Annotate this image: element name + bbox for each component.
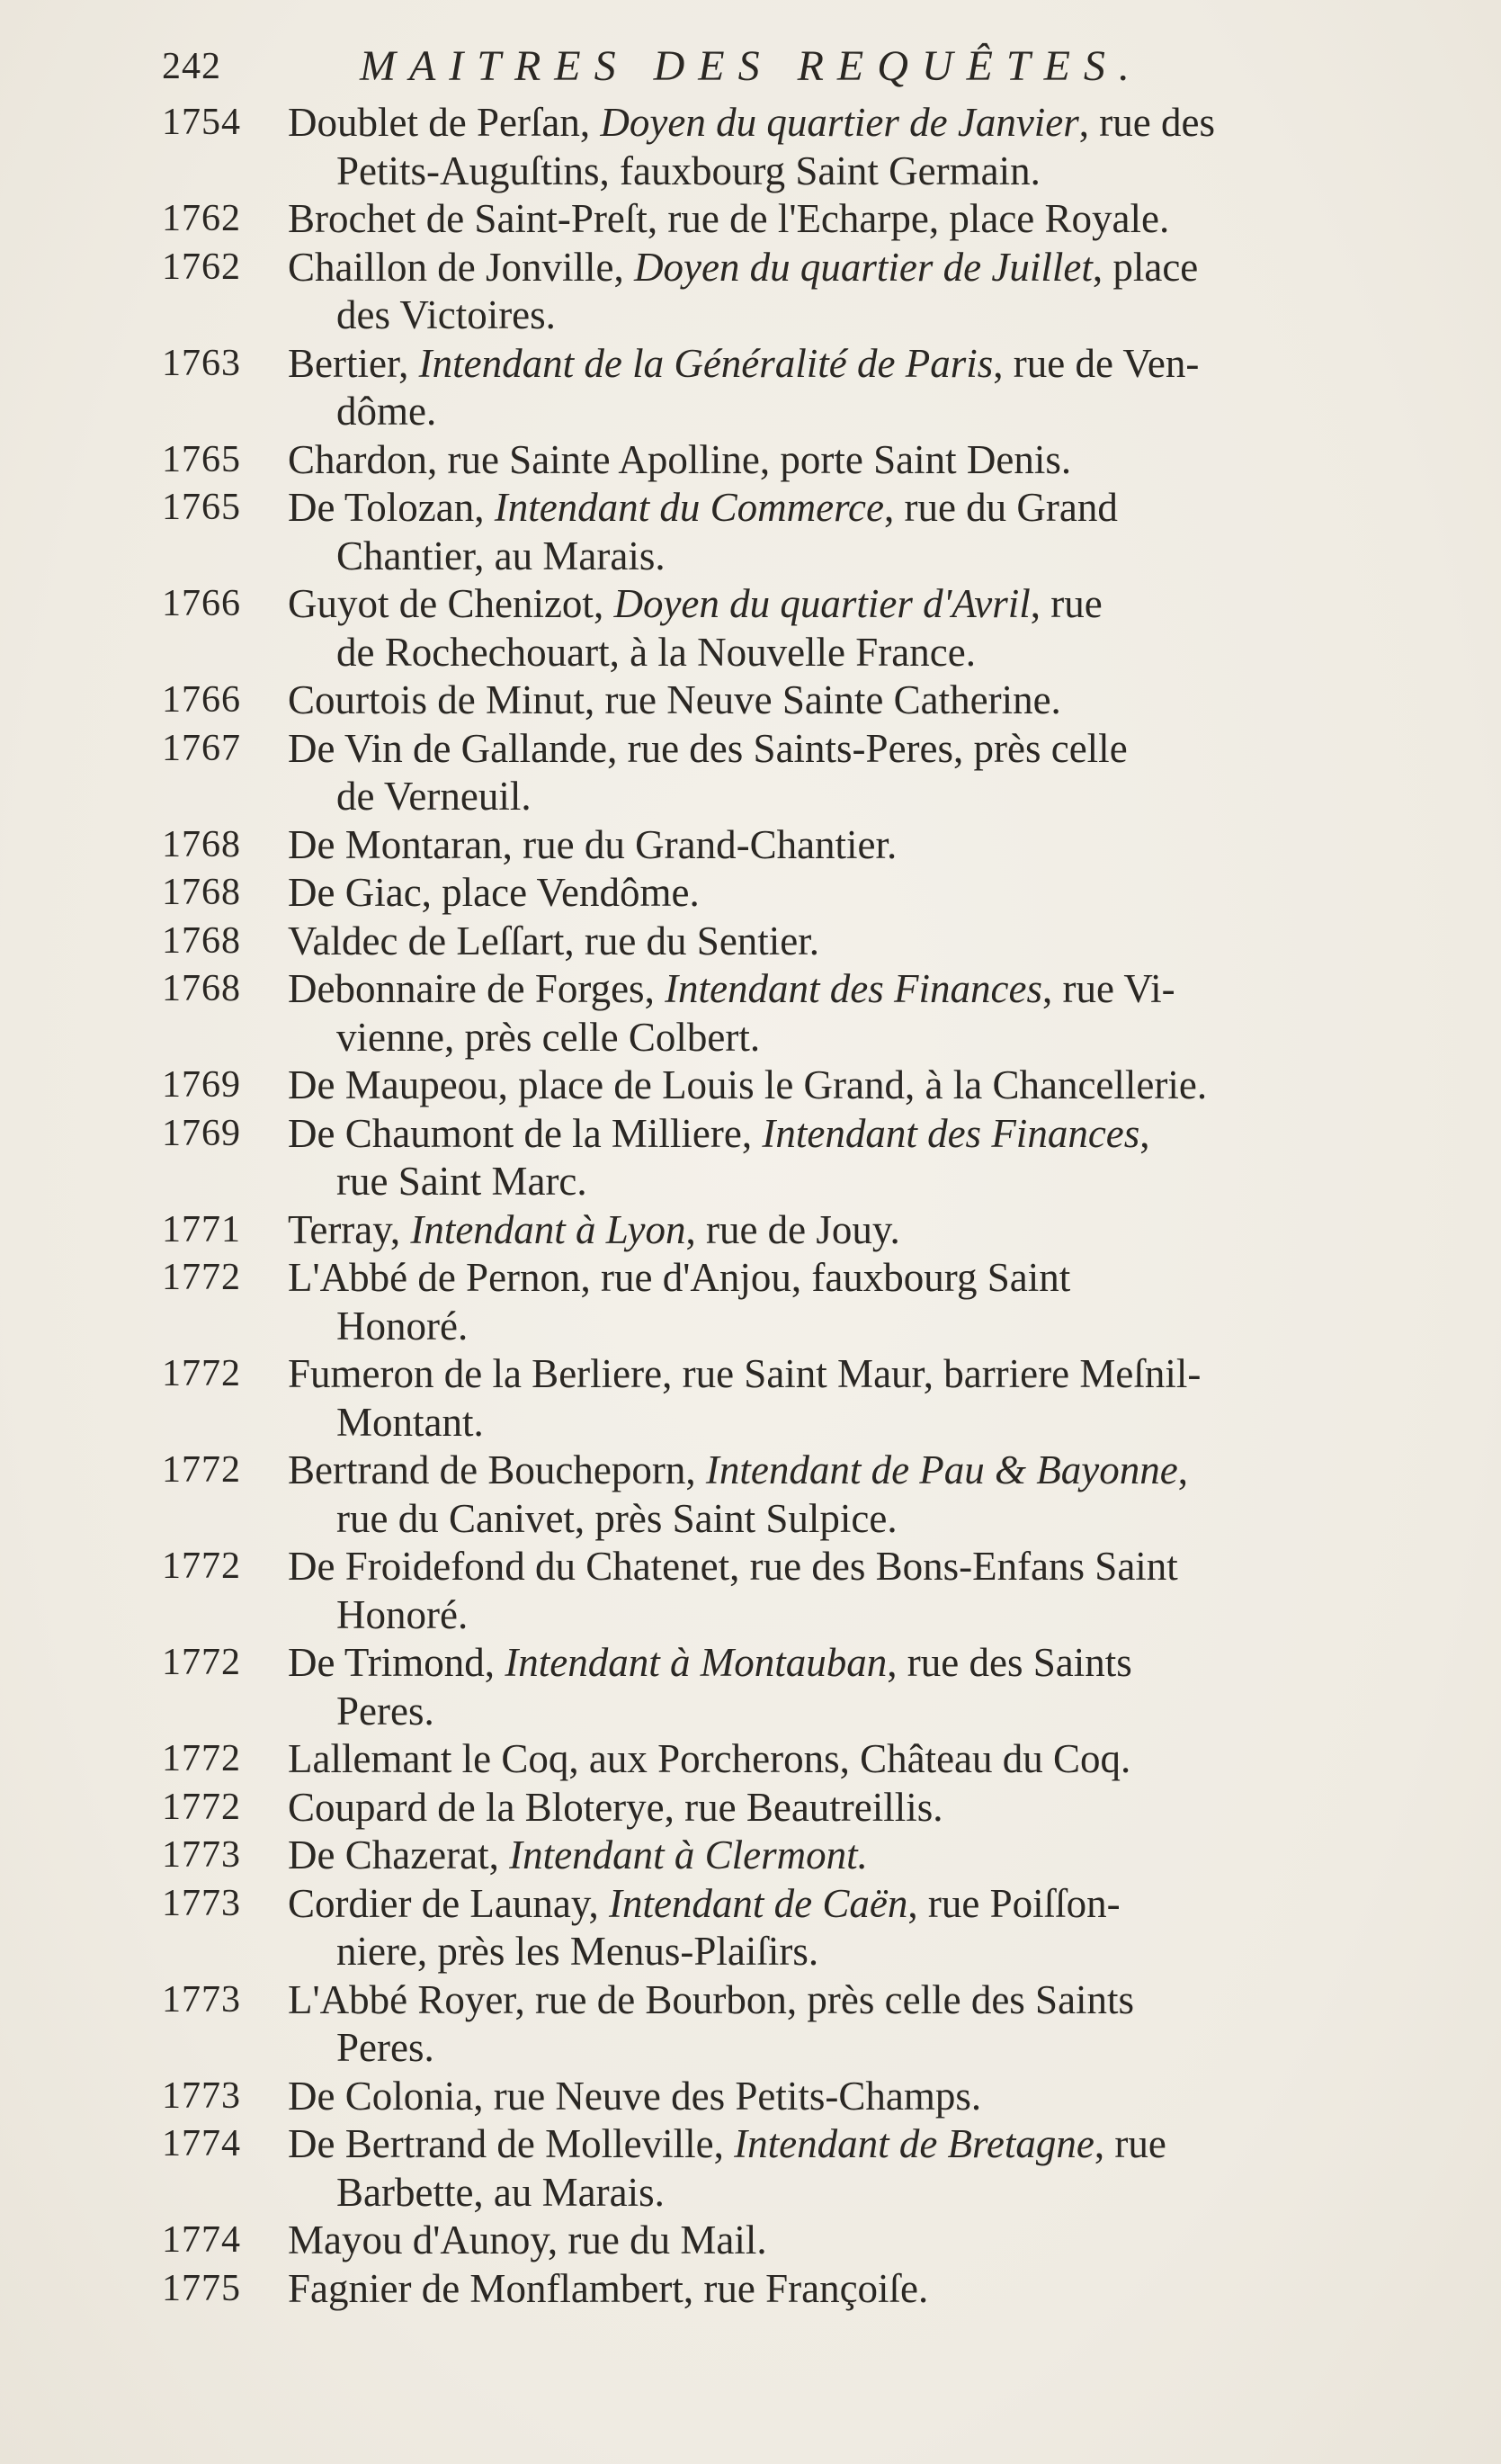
entry-continuation: de Rochechouart, à la Nouvelle France. [336, 629, 976, 675]
entry-year: 1772 [162, 1353, 241, 1394]
entry-text [288, 2217, 1475, 2265]
list-item [162, 918, 1475, 966]
entry-text [288, 1639, 1475, 1735]
list-item [162, 676, 1475, 725]
entry-name: De Chaumont de la Milliere, [288, 1110, 763, 1156]
entry-text [288, 2120, 1475, 2217]
entry-year: 1772 [162, 1738, 241, 1779]
list-item [162, 965, 1475, 1062]
entry-continuation: rue Saint Marc. [336, 1159, 587, 1204]
entry-text [288, 965, 1475, 1062]
entry-title: Intendant de Bretagne [734, 2121, 1094, 2166]
entry-continuation: Honoré. [336, 1303, 469, 1348]
entry-name: Coupard de la Bloterye, rue Beautreillis. [288, 1784, 943, 1830]
entry-name: Fumeron de la Berliere, rue Saint Maur, barriere Meſnil- [288, 1351, 1202, 1396]
list-item [162, 821, 1475, 870]
list-item [162, 2120, 1475, 2217]
entry-name: Guyot de Chenizot, [288, 581, 614, 626]
page-number: 242 [162, 46, 221, 87]
entry-year: 1772 [162, 1257, 241, 1298]
entry-continuation: dôme. [336, 389, 437, 434]
entry-name: Bertrand de Boucheporn, [288, 1447, 706, 1492]
entry-name: Terray, [288, 1206, 411, 1252]
entry-text [288, 2073, 1475, 2121]
list-item [162, 1062, 1475, 1110]
entry-year: 1772 [162, 1786, 241, 1828]
list-item [162, 1639, 1475, 1735]
entry-continuation: Peres. [336, 1688, 434, 1734]
entry-year: 1769 [162, 1112, 241, 1154]
entry-name: De Montaran, rue du Grand-Chantier. [288, 821, 898, 867]
entry-title: Intendant des Finances [762, 1110, 1140, 1156]
entry-text [288, 1062, 1475, 1110]
entry-name: De Giac, place Vendôme. [288, 870, 700, 915]
list-item [162, 99, 1475, 195]
entry-year: 1768 [162, 919, 241, 962]
entry-text [288, 1976, 1475, 2073]
entry-name: Fagnier de Monflambert, rue Françoiſe. [288, 2265, 929, 2311]
entry-year: 1772 [162, 1642, 241, 1683]
list-item [162, 1880, 1475, 1976]
entry-address: , rue des [1078, 100, 1215, 145]
entry-text [288, 1880, 1475, 1976]
entry-name: Cordier de Launay, [288, 1880, 609, 1926]
entry-year: 1773 [162, 1834, 241, 1876]
entry-continuation: Barbette, au Marais. [336, 2169, 665, 2215]
entry-title: Intendant à Montauban [505, 1640, 888, 1685]
list-item [162, 1206, 1475, 1255]
entry-address: , [1177, 1447, 1188, 1492]
entry-name: Bertier, [288, 340, 419, 386]
list-item [162, 1447, 1475, 1543]
entry-text [288, 244, 1475, 340]
entry-address: , rue [1094, 2121, 1166, 2166]
entry-title: Intendant de Pau & Bayonne [705, 1447, 1178, 1492]
list-item [162, 2217, 1475, 2265]
entry-name: Lallemant le Coq, aux Porcherons, Château du Coq. [288, 1736, 1131, 1781]
list-item [162, 244, 1475, 340]
entry-year: 1774 [162, 2219, 241, 2261]
entry-text [288, 676, 1475, 725]
entry-continuation: Honoré. [336, 1591, 469, 1637]
entry-year: 1768 [162, 872, 241, 913]
entry-text [288, 1206, 1475, 1255]
list-item [162, 1976, 1475, 2073]
entry-name: Courtois de Minut, rue Neuve Sainte Catherine. [288, 677, 1061, 722]
entry-text [288, 1350, 1475, 1447]
entry-year: 1774 [162, 2123, 241, 2164]
entry-continuation: niere, près les Menus-Plaiſirs. [336, 1929, 819, 1974]
entry-address: , rue du Grand [883, 485, 1118, 530]
entry-continuation: vienne, près celle Colbert. [336, 1014, 761, 1060]
entry-title: Intendant à Lyon [410, 1206, 686, 1252]
entry-year: 1773 [162, 2074, 241, 2117]
list-item [162, 1254, 1475, 1350]
entry-text [288, 725, 1475, 821]
entry-continuation: Chantier, au Marais. [336, 533, 666, 578]
list-item [162, 1784, 1475, 1832]
entry-title: Doyen du quartier de Janvier [600, 100, 1079, 145]
entry-address: , rue des Saints [887, 1640, 1132, 1685]
entry-address: , rue de Jouy. [685, 1206, 900, 1252]
entry-name: De Bertrand de Molleville, [288, 2121, 735, 2166]
entry-text [288, 869, 1475, 918]
entry-name: De Chazerat, [288, 1832, 510, 1877]
entry-name: De Colonia, rue Neuve des Petits-Champs. [288, 2073, 982, 2119]
entry-name: De Vin de Gallande, rue des Saints-Peres, près celle [288, 725, 1128, 771]
entry-year: 1767 [162, 727, 241, 769]
list-item [162, 340, 1475, 436]
entry-title: Intendant du Commerce [494, 485, 884, 530]
entry-continuation: des Victoires. [336, 292, 556, 337]
entry-name: Mayou d'Aunoy, rue du Mail. [288, 2218, 767, 2262]
entry-name: Doublet de Perſan, [288, 100, 601, 145]
entry-title: Intendant des Finances [665, 966, 1042, 1011]
entry-continuation: de Verneuil. [336, 774, 532, 819]
entry-year: 1766 [162, 583, 241, 624]
entry-name: De Maupeou, place de Louis le Grand, à la Chancellerie. [288, 1062, 1208, 1107]
entry-text [288, 1543, 1475, 1639]
entry-title: Intendant de Caën [608, 1880, 908, 1926]
entry-continuation: Petits-Auguſtins, fauxbourg Saint Germain. [336, 148, 1041, 193]
entry-continuation: Montant. [336, 1399, 484, 1445]
entry-text [288, 918, 1475, 966]
entry-name: De Froidefond du Chatenet, rue des Bons-Enfans Saint [288, 1544, 1178, 1589]
list-item [162, 436, 1475, 485]
entry-name: Chaillon de Jonville, [288, 244, 634, 290]
entry-name: Brochet de Saint-Preſt, rue de l'Echarpe, place Royale. [288, 196, 1170, 241]
entry-name: De Tolozan, [288, 485, 495, 530]
entry-year: 1769 [162, 1064, 241, 1106]
entry-year: 1773 [162, 1882, 241, 1924]
entry-name: Chardon, rue Sainte Apolline, porte Saint Denis. [288, 436, 1072, 482]
entry-text [288, 1735, 1475, 1784]
entry-year: 1765 [162, 487, 241, 528]
entry-address: , [1139, 1110, 1150, 1156]
entry-name: De Trimond, [288, 1640, 505, 1685]
entry-text [288, 1110, 1475, 1206]
entry-address: , rue Vi- [1041, 966, 1175, 1011]
entry-text [288, 821, 1475, 870]
entry-text [288, 484, 1475, 580]
list-item [162, 1543, 1475, 1639]
entry-continuation: rue du Canivet, près Saint Sulpice. [336, 1495, 898, 1541]
list-item [162, 1110, 1475, 1206]
list-item [162, 1350, 1475, 1447]
entry-year: 1762 [162, 198, 241, 239]
entry-year: 1768 [162, 968, 241, 1009]
entry-text [288, 340, 1475, 436]
entry-name: Debonnaire de Forges, [288, 966, 666, 1011]
entry-address: , rue Poiſſon- [907, 1880, 1121, 1926]
entry-text [288, 2265, 1475, 2314]
entry-name: L'Abbé Royer, rue de Bourbon, près celle des Saints [288, 1976, 1135, 2022]
entry-text [288, 1254, 1475, 1350]
entry-year: 1765 [162, 438, 241, 480]
entry-year: 1771 [162, 1208, 241, 1250]
entry-text [288, 1784, 1475, 1832]
list-item [162, 195, 1475, 244]
list-item [162, 869, 1475, 918]
list-item [162, 725, 1475, 821]
list-item [162, 484, 1475, 580]
list-item [162, 2265, 1475, 2314]
entry-text [288, 1832, 1475, 1880]
entry-name: L'Abbé de Pernon, rue d'Anjou, fauxbourg Saint [288, 1255, 1071, 1300]
running-title: MAITRES DES REQUÊTES. [360, 42, 1143, 90]
list-item [162, 1735, 1475, 1784]
entry-address: , place [1092, 244, 1199, 290]
list-item [162, 580, 1475, 676]
list-item [162, 2073, 1475, 2121]
entry-text [288, 99, 1475, 195]
entry-title: Intendant à Clermont. [509, 1832, 868, 1877]
entry-title: Intendant de la Généralité de Paris [418, 340, 994, 386]
entry-text [288, 436, 1475, 485]
entry-text [288, 1447, 1475, 1543]
entry-year: 1772 [162, 1449, 241, 1491]
entry-year: 1773 [162, 1978, 241, 2020]
entry-title: Doyen du quartier de Juillet [633, 244, 1093, 290]
page-header [162, 41, 1457, 95]
entry-name: Valdec de Leſſart, rue du Sentier. [288, 918, 820, 963]
list-item [162, 1832, 1475, 1880]
entry-year: 1772 [162, 1546, 241, 1587]
entry-year: 1766 [162, 679, 241, 721]
entry-continuation: Peres. [336, 2025, 434, 2070]
entry-year: 1754 [162, 102, 241, 143]
entry-year: 1763 [162, 342, 241, 384]
entry-address: , rue de Ven- [993, 340, 1200, 386]
entry-year: 1762 [162, 246, 241, 288]
entry-text [288, 195, 1475, 244]
entry-address: , rue [1030, 581, 1103, 626]
entry-text [288, 580, 1475, 676]
entry-title: Doyen du quartier d'Avril [613, 581, 1031, 626]
entry-year: 1768 [162, 823, 241, 865]
entry-list [162, 99, 1475, 2313]
entry-year: 1775 [162, 2267, 241, 2309]
